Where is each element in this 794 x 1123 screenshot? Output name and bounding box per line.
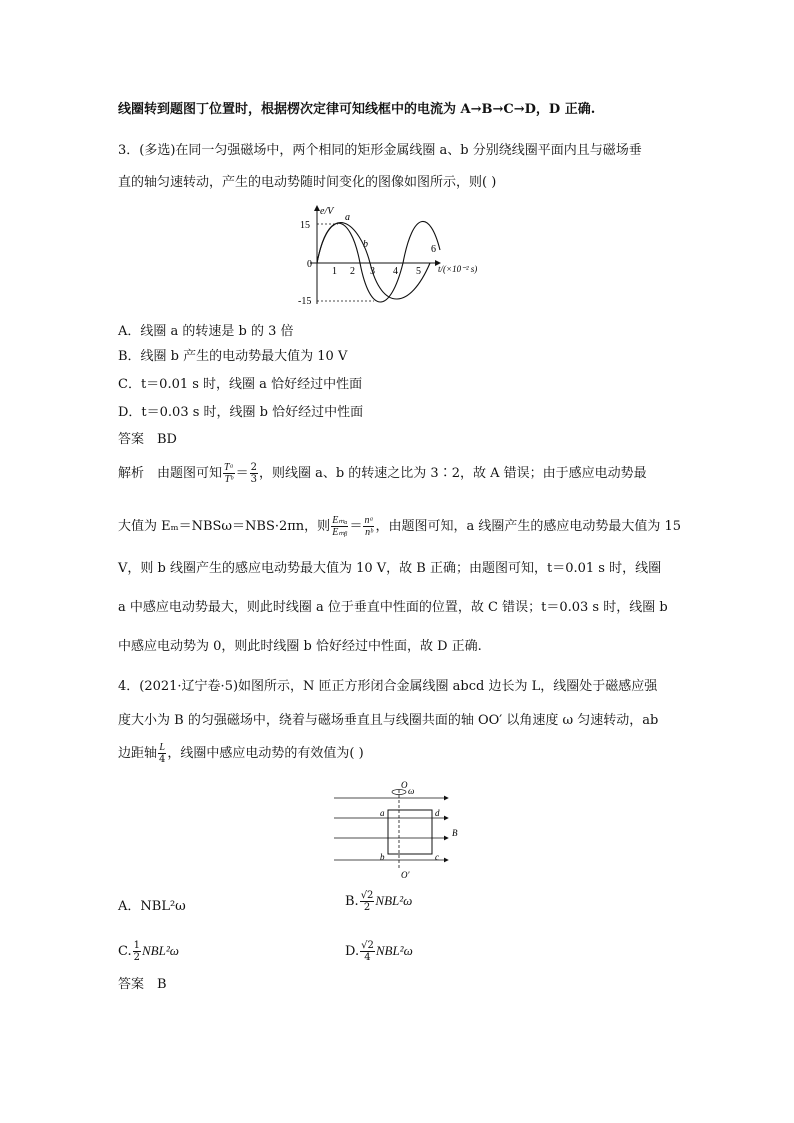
x-axis-label: t/(×10⁻² s) xyxy=(438,264,478,274)
origin-label: 0 xyxy=(307,259,312,270)
analysis-line1: 解析 由题图可知 $\frac{\text{Tᵃ}}{\text{Tᵇ}}$ ＝ $\frac{2}{3}$ ，则线圈 a、b 的转速之比为 3∶2，故 A 错误；由于感应电动势最 xyxy=(118,462,647,485)
corner-d: d xyxy=(435,808,440,818)
analysis-line4: a 中感应电动势最大，则此时线圈 a 位于垂直中性面的位置，故 C 错误；t＝0.03 s 时，线圈 b xyxy=(118,600,668,615)
corner-a: a xyxy=(380,808,385,818)
curve-b-label: b xyxy=(363,239,368,250)
q4-answer-label: 答案 B xyxy=(118,977,167,992)
question-4-stem-line1: 4．(2021·辽宁卷·5)如图所示，N 匝正方形闭合金属线圈 abcd 边长为 L，线圈处于磁感应强 xyxy=(118,679,658,694)
y-tick-15: 15 xyxy=(300,220,310,231)
analysis-line2: 大值为 Eₘ＝NBSω＝NBS·2πn，则 $\frac{\text{Eₘₐ}}{\text{Eₘᵦ}}$ ＝ $\frac{\text{nᵃ}}{\text{nᵇ}}$ ，由题图可知，a 线圈产生的感应电动势最大值为 15 xyxy=(118,515,682,538)
text-line: 线圈转到题图丁位置时，根据楞次定律可知线框中的电流为 A→B→C→D，D 正确. xyxy=(118,102,596,117)
square-coil xyxy=(388,810,432,854)
curve-b xyxy=(317,223,430,299)
q4-option-d: D. $\frac{√2}{4}$ NBL²ω xyxy=(345,940,413,963)
question-4-stem-line2: 度大小为 B 的匀强磁场中，绕着与磁场垂直且与线圈共面的轴 OO′ 以角速度 ω 匀速转动，ab xyxy=(118,713,659,728)
option-b: B．线圈 b 产生的电动势最大值为 10 V xyxy=(118,349,348,364)
x-tick-1: 1 xyxy=(332,266,337,277)
axis-bottom-label: O′ xyxy=(401,870,410,880)
option-a: A．线圈 a 的转速是 b 的 3 倍 xyxy=(118,324,294,339)
x-tick-4: 4 xyxy=(393,266,398,277)
x-tick-6: 6 xyxy=(431,244,436,255)
y-axis-label: e/V xyxy=(320,206,334,217)
omega-label: ω xyxy=(408,786,415,796)
option-d: D．t＝0.03 s 时，线圈 b 恰好经过中性面 xyxy=(118,405,364,420)
y-tick-neg15: -15 xyxy=(298,296,312,307)
q4-option-c: C. $\frac{1}{2}$ NBL²ω xyxy=(118,940,179,963)
emf-time-graph xyxy=(290,200,510,310)
corner-c: c xyxy=(435,852,439,862)
axis-top-label: O xyxy=(401,780,408,790)
analysis-line5: 中感应电动势为 0，则此时线圈 b 恰好经过中性面，故 D 正确. xyxy=(118,639,482,654)
curve-a xyxy=(317,221,440,302)
question-4-stem-line3: 边距轴 $\frac{L}{4}$ ，线圈中感应电动势的有效值为( ) xyxy=(118,742,364,765)
q4-option-a: A．NBL²ω xyxy=(118,899,186,914)
field-label: B xyxy=(452,828,458,838)
x-tick-5: 5 xyxy=(416,266,421,277)
question-3-stem-line1: 3．(多选)在同一匀强磁场中，两个相同的矩形金属线圈 a、b 分别绕线圈平面内且与磁场垂 xyxy=(118,143,642,158)
x-tick-2: 2 xyxy=(350,266,355,277)
analysis-line3: V，则 b 线圈产生的感应电动势最大值为 10 V，故 B 正确；由题图可知，t＝0.01 s 时，线圈 xyxy=(118,561,662,576)
x-tick-3: 3 xyxy=(370,266,375,277)
answer-label: 答案 BD xyxy=(118,432,177,447)
option-c: C．t＝0.01 s 时，线圈 a 恰好经过中性面 xyxy=(118,377,363,392)
corner-b: b xyxy=(380,852,385,862)
question-3-stem-line2: 直的轴匀速转动，产生的电动势随时间变化的图像如图所示，则( ) xyxy=(118,175,497,190)
coil-field-diagram xyxy=(330,780,470,880)
curve-a-label: a xyxy=(345,212,350,223)
q4-option-b: B. $\frac{√2}{2}$ NBL²ω xyxy=(345,890,413,913)
